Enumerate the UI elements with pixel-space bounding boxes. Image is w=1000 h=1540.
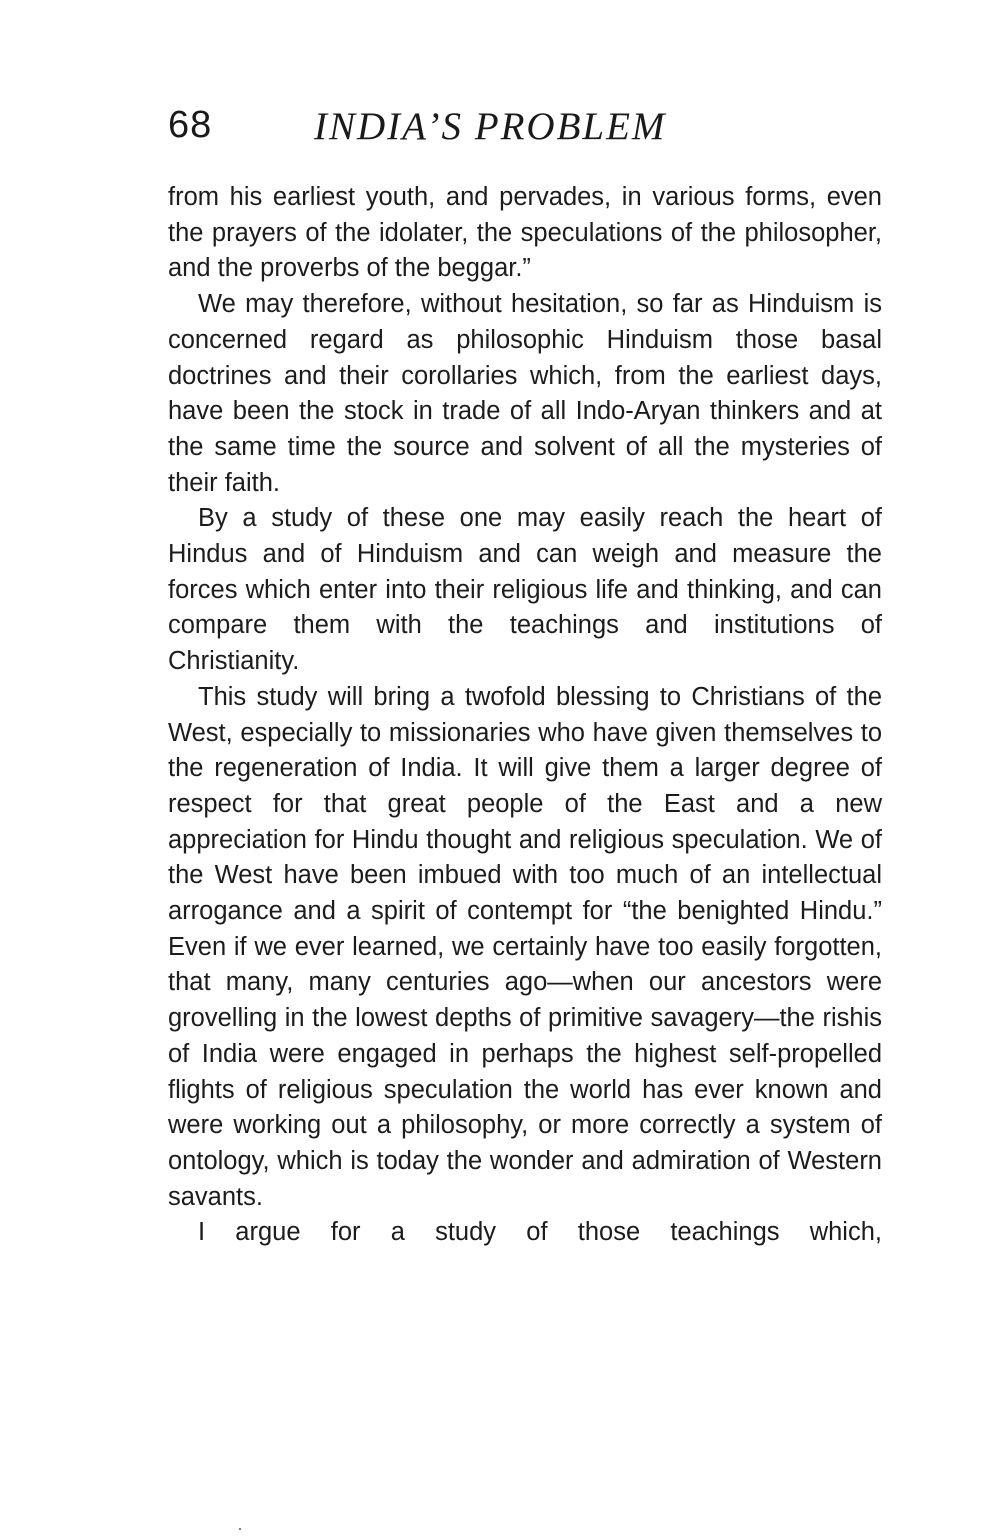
page-number: 68	[168, 104, 213, 146]
print-speck	[239, 1528, 241, 1530]
paragraph-fragment: I argue for a study of those teachings which,	[198, 1218, 882, 1247]
paragraph: This study will bring a twofold blessing to Christians of the West, especially to missionaries who have given themselves to the regeneration of India. It will give them a larger degree of respect for that great people of the East and a new appreciation for Hindu thought and religious speculation. We of the West have been imbued with too much of an intellectual arrogance and a spirit of contempt for “the benighted Hindu.” Even if we ever learned, we certainly have too easily forgotten, that many, many centuries ago—when our ancestors were grovelling in the lowest depths of primitive savagery—the rishis of India were engaged in perhaps the highest self-propelled flights of religious speculation the world has ever known and were working out a philosophy, or more correctly a system of ontology, which is today the wonder and admiration of Western savants.	[168, 682, 882, 1211]
paragraph: By a study of these one may easily reach the heart of Hindus and of Hinduism and can weigh and measure the forces which enter into their religious life and thinking, and can compare them with the teachings and institutions of Christianity.	[168, 504, 882, 676]
body-text	[168, 180, 882, 1251]
paragraph-continuation: from his earliest youth, and pervades, in various forms, even the prayers of the idolater, the speculations of the philosopher, and the proverbs of the beggar.”	[168, 183, 882, 283]
running-title: INDIA’S PROBLEM	[314, 105, 667, 148]
running-head	[168, 104, 888, 156]
paragraph: We may therefore, without hesitation, so far as Hinduism is concerned regard as philosophic Hinduism those basal doctrines and their corollaries which, from the earliest days, have been the stock in trade of all Indo-Aryan thinkers and at the same time the source and solvent of all the mysteries of their faith.	[168, 290, 882, 497]
